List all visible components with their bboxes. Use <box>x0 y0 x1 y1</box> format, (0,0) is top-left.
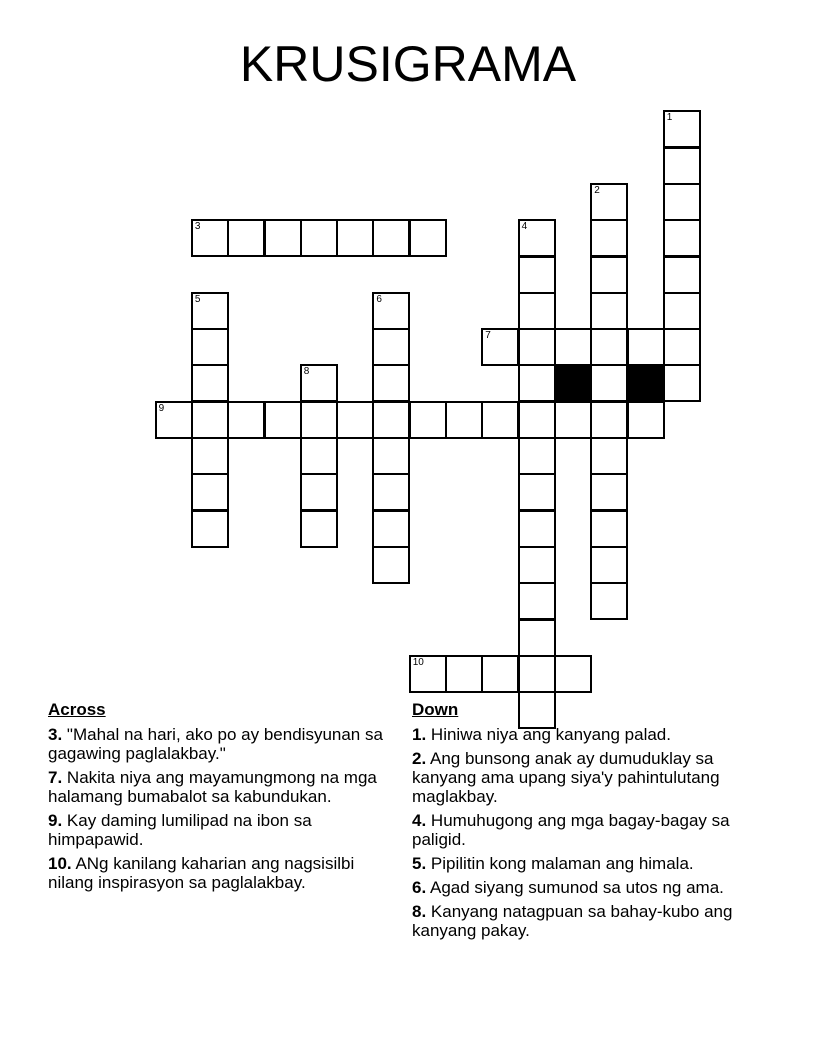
clue-item <box>412 902 752 940</box>
grid-cell[interactable] <box>518 510 556 548</box>
clue-text: Kay daming lumilipad na ibon sa himpapawid. <box>48 811 312 849</box>
clue-item <box>48 725 388 763</box>
grid-cell[interactable] <box>590 328 628 366</box>
clue-item <box>412 811 752 849</box>
grid-cell[interactable] <box>663 147 701 185</box>
clue-item <box>48 811 388 849</box>
clue-number: 9. <box>48 811 63 830</box>
grid-cell[interactable] <box>518 655 556 693</box>
grid-cell[interactable] <box>663 183 701 221</box>
clue-number: 8. <box>412 902 427 921</box>
grid-cell[interactable] <box>300 219 338 257</box>
grid-cell[interactable] <box>554 328 592 366</box>
grid-cell[interactable] <box>227 219 265 257</box>
grid-cell[interactable] <box>409 219 447 257</box>
blocked-cell <box>554 364 592 402</box>
grid-cell[interactable] <box>300 510 338 548</box>
grid-cell[interactable] <box>663 328 701 366</box>
clue-text: Kanyang natagpuan sa bahay-kubo ang kanyang pakay. <box>412 902 733 940</box>
grid-cell[interactable] <box>445 401 483 439</box>
clue-item <box>412 854 752 873</box>
grid-cell[interactable] <box>590 183 628 221</box>
grid-cell[interactable] <box>336 401 374 439</box>
cell-number: 7 <box>485 330 491 342</box>
cell-number: 1 <box>666 112 673 124</box>
grid-cell[interactable] <box>590 546 628 584</box>
grid-cell[interactable] <box>191 364 229 402</box>
clue-number: 4. <box>412 811 427 830</box>
grid-cell[interactable] <box>372 401 410 439</box>
grid-cell[interactable] <box>300 437 338 475</box>
grid-cell[interactable] <box>518 437 556 475</box>
grid-cell[interactable] <box>445 655 483 693</box>
grid-cell[interactable] <box>191 328 229 366</box>
grid-cell[interactable] <box>518 401 556 439</box>
cell-number: 3 <box>194 221 201 233</box>
clue-item <box>412 878 752 897</box>
grid-cell[interactable] <box>409 401 447 439</box>
grid-cell[interactable] <box>481 328 519 366</box>
clue-number: 3. <box>48 725 63 744</box>
grid-cell[interactable] <box>336 219 374 257</box>
grid-cell[interactable] <box>590 510 628 548</box>
grid-cell[interactable] <box>518 219 556 257</box>
grid-cell[interactable] <box>554 401 592 439</box>
grid-cell[interactable] <box>191 219 229 257</box>
grid-cell[interactable] <box>627 401 665 439</box>
grid-cell[interactable] <box>372 437 410 475</box>
grid-cell[interactable] <box>590 401 628 439</box>
grid-cell[interactable] <box>518 619 556 657</box>
grid-cell[interactable] <box>372 328 410 366</box>
grid-cell[interactable] <box>191 401 229 439</box>
down-heading: Down <box>412 700 459 719</box>
clue-number: 2. <box>412 749 427 768</box>
grid-cell[interactable] <box>264 219 302 257</box>
clue-text: Agad siyang sumunod sa utos ng ama. <box>429 878 724 897</box>
grid-cell[interactable] <box>518 292 556 330</box>
grid-cell[interactable] <box>372 292 410 330</box>
grid-cell[interactable] <box>372 473 410 511</box>
grid-cell[interactable] <box>663 219 701 257</box>
clue-number: 10. <box>48 854 72 873</box>
grid-cell[interactable] <box>518 256 556 294</box>
clue-number: 5. <box>412 854 427 873</box>
clue-item <box>412 725 752 744</box>
grid-cell[interactable] <box>191 473 229 511</box>
grid-cell[interactable] <box>590 292 628 330</box>
clue-number: 1. <box>412 725 427 744</box>
clue-item <box>48 854 388 892</box>
cell-number: 10 <box>412 656 424 668</box>
grid-cell[interactable] <box>663 364 701 402</box>
grid-cell[interactable] <box>590 219 628 257</box>
grid-cell[interactable] <box>372 219 410 257</box>
grid-cell[interactable] <box>590 582 628 620</box>
grid-cell[interactable] <box>590 473 628 511</box>
grid-cell[interactable] <box>300 473 338 511</box>
grid-cell[interactable] <box>372 510 410 548</box>
cell-number: 4 <box>521 221 528 233</box>
grid-cell[interactable] <box>663 256 701 294</box>
grid-cell[interactable] <box>518 328 556 366</box>
clue-text: Humuhugong ang mga bagay-bagay sa paligid. <box>412 811 730 849</box>
clue-text: Ang bunsong anak ay dumuduklay sa kanyang ama upang siya'y pahintulutang maglakbay. <box>412 749 720 806</box>
grid-cell[interactable] <box>191 437 229 475</box>
grid-cell[interactable] <box>518 582 556 620</box>
grid-cell[interactable] <box>409 655 447 693</box>
grid-cell[interactable] <box>590 256 628 294</box>
down-clues <box>412 700 752 945</box>
grid-cell[interactable] <box>518 473 556 511</box>
blocked-cell <box>627 364 665 402</box>
grid-cell[interactable] <box>554 655 592 693</box>
cell-number: 5 <box>194 293 201 305</box>
grid-cell[interactable] <box>518 364 556 402</box>
across-clues <box>48 700 388 897</box>
cell-number: 2 <box>594 184 600 196</box>
cell-number: 6 <box>376 293 382 305</box>
grid-cell[interactable] <box>481 655 519 693</box>
clue-text: Hiniwa niya ang kanyang palad. <box>430 725 671 744</box>
grid-cell[interactable] <box>518 546 556 584</box>
grid-cell[interactable] <box>264 401 302 439</box>
grid-cell[interactable] <box>663 292 701 330</box>
grid-cell[interactable] <box>155 401 193 439</box>
clue-number: 7. <box>48 768 63 787</box>
puzzle-title: KRUSIGRAMA <box>239 36 577 92</box>
across-heading: Across <box>48 700 106 719</box>
cell-number: 9 <box>158 402 165 414</box>
grid-cell[interactable] <box>300 364 338 402</box>
grid-cell[interactable] <box>590 437 628 475</box>
grid-cell[interactable] <box>300 401 338 439</box>
down-clue-list <box>412 725 752 940</box>
grid-cell[interactable] <box>227 401 265 439</box>
clue-item <box>412 749 752 806</box>
grid-cell[interactable] <box>372 364 410 402</box>
grid-cell[interactable] <box>372 546 410 584</box>
grid-cell[interactable] <box>191 292 229 330</box>
clue-text: "Mahal na hari, ako po ay bendisyunan sa gagawing paglalakbay." <box>48 725 383 763</box>
grid-cell[interactable] <box>627 328 665 366</box>
grid-cell[interactable] <box>590 364 628 402</box>
cell-number: 8 <box>303 366 310 378</box>
grid-cell[interactable] <box>191 510 229 548</box>
clue-text: ANg kanilang kaharian ang nagsisilbi nilang inspirasyon sa paglalakbay. <box>48 854 355 892</box>
clue-text: Pipilitin kong malaman ang himala. <box>430 854 694 873</box>
grid-cell[interactable] <box>481 401 519 439</box>
across-clue-list <box>48 725 388 892</box>
clue-item <box>48 768 388 806</box>
clue-text: Nakita niya ang mayamungmong na mga halamang bumabalot sa kabundukan. <box>48 768 377 806</box>
grid-cell[interactable] <box>663 110 701 148</box>
clue-number: 6. <box>412 878 427 897</box>
